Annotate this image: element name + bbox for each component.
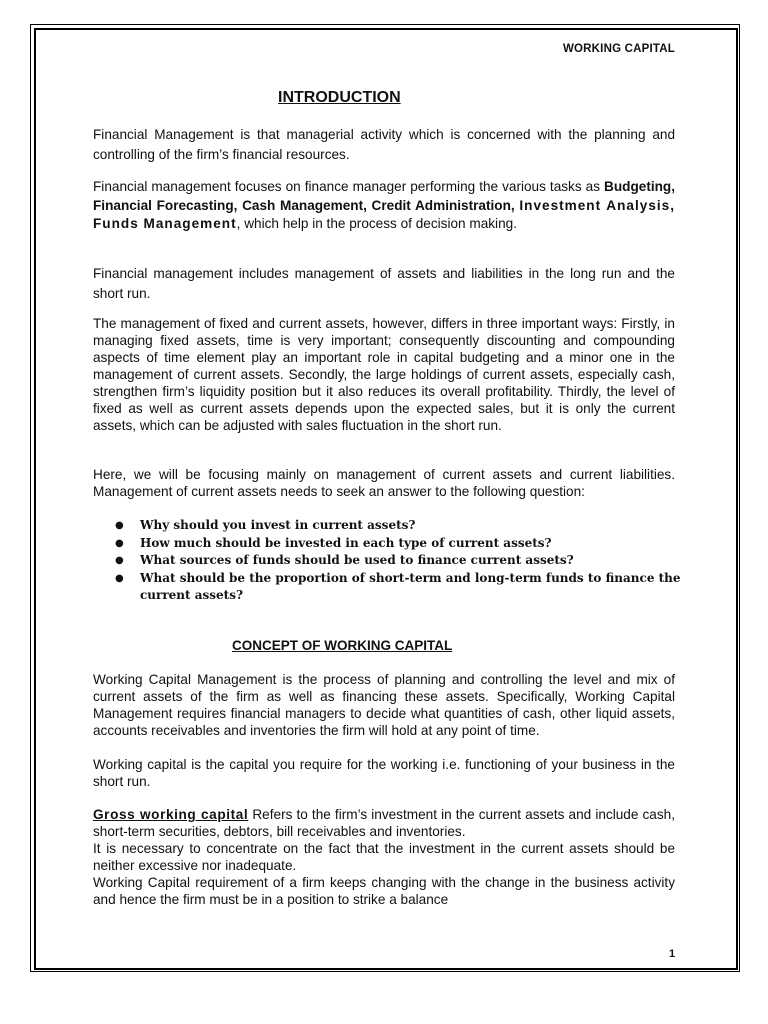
gross-working-capital-label: Gross working capital xyxy=(93,807,249,822)
intro-paragraph-5: Here, we will be focusing mainly on management of current assets and current liabilities. Management of current assets needs to seek an answer to the following question: xyxy=(93,467,675,499)
intro-p2-tail: , which help in the process of decision making. xyxy=(236,216,517,231)
list-item: ● What sources of funds should be used to finance current assets? xyxy=(112,552,682,570)
bullet-icon: ● xyxy=(115,555,124,566)
concept-paragraph-1: Working Capital Management is the process of planning and controlling the level and mix of current assets of the firm as well as financing these assets. Specifically, Working Capital Management requires financial managers to decide what quantities of cash, other liquid assets, accounts receivables and inventories the firm will hold at any point of time. xyxy=(93,672,675,738)
question-list xyxy=(112,517,682,605)
intro-paragraph-3: Financial management includes management of assets and liabilities in the long run and the short run. xyxy=(93,266,675,301)
gross-working-capital-paragraph xyxy=(93,806,675,840)
page-number: 1 xyxy=(669,948,676,960)
running-header: WORKING CAPITAL xyxy=(562,43,675,55)
list-item: ● Why should you invest in current assets? xyxy=(112,517,682,535)
bullet-icon: ● xyxy=(115,537,124,549)
intro-p2-bold-tasks: Budgeting, Financial Forecasting, Cash Management, Credit Administration, xyxy=(93,179,676,213)
introduction-heading: INTRODUCTION xyxy=(278,89,401,106)
concept-paragraph-2: Working capital is the capital you require for the working i.e. functioning of your business in the short run. xyxy=(93,757,675,789)
concept-heading: CONCEPT OF WORKING CAPITAL xyxy=(232,638,453,653)
list-item: ● What should be the proportion of short-term and long-term funds to finance the current assets? xyxy=(115,570,681,602)
concept-paragraph-3: It is necessary to concentrate on the fact that the investment in the current assets should be neither excessive nor inadequate. xyxy=(93,841,675,873)
intro-paragraph-1: Financial Management is that managerial activity which is concerned with the planning and controlling of the firm’s financial resources. xyxy=(93,127,675,162)
intro-paragraph-2 xyxy=(93,178,675,234)
intro-p2-bold-tasks-2: Investment Analysis, Funds Management xyxy=(93,197,676,231)
intro-p2-lead: Financial management focuses on finance manager performing the various tasks as xyxy=(93,179,601,194)
bullet-icon: ● xyxy=(115,520,124,531)
bullet-icon: ● xyxy=(115,572,124,584)
concept-paragraph-4: Working Capital requirement of a firm keeps changing with the change in the business activity and hence the firm must be in a position to strike a balance xyxy=(93,875,675,907)
intro-paragraph-4: The management of fixed and current assets, however, differs in three important ways: Firstly, in managing fixed assets, time is very important; consequently discounting and compounding aspects of time element play an important role in capital budgeting and a minor one in the management of current assets. Secondly, the large holdings of current assets, especially cash, strengthen firm’s liquidity position but it also reduces its overall profitability. Thirdly, the level of fixed as well as current assets depends upon the expected sales, but it is only the current assets, which can be adjusted with sales fluctuation in the short run. xyxy=(93,316,675,433)
gross-working-capital-text: Refers to the firm’s investment in the current assets and include cash, short-term securities, debtors, bill receivables and inventories. xyxy=(93,807,675,839)
list-item: ● How much should be invested in each type of current assets? xyxy=(112,535,682,553)
